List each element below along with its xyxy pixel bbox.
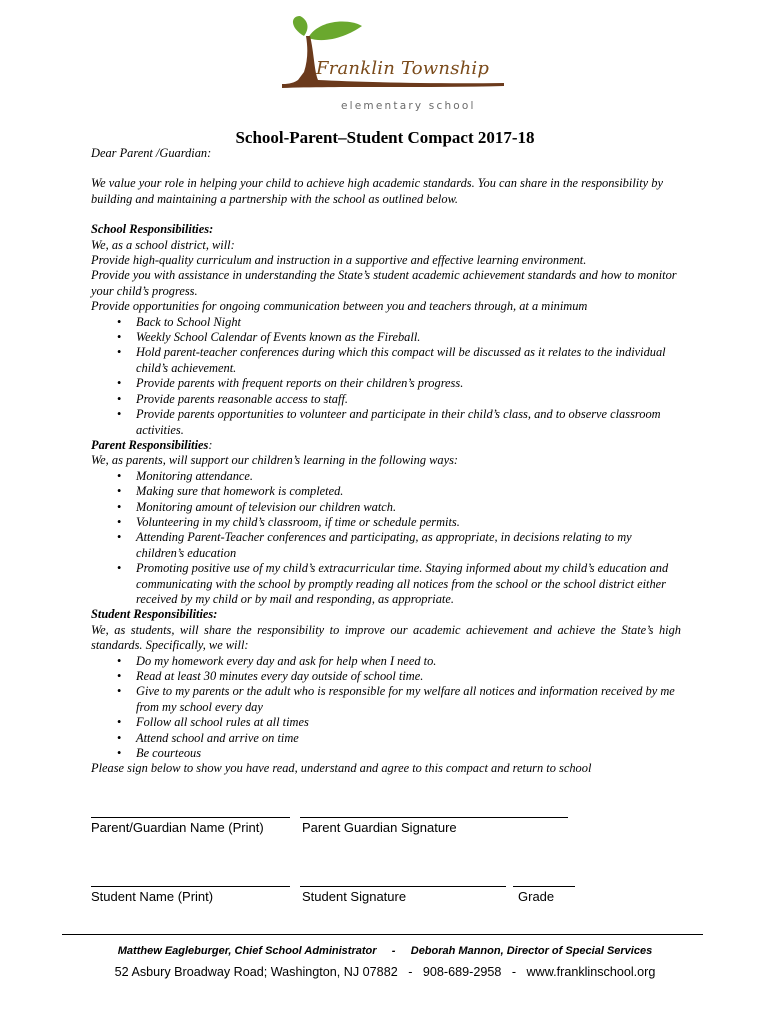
parent-heading: Parent Responsibilities [91, 437, 209, 452]
logo-name: Franklin Township [316, 58, 490, 79]
parent-heading-row [91, 438, 681, 453]
parent-bullet-list [91, 469, 681, 608]
footer-separator: - [391, 945, 396, 957]
list-item: • Provide parents with frequent reports on their children’s progress. [91, 376, 681, 391]
list-item: • Monitoring amount of television our children watch. [91, 500, 681, 515]
parent-signature-label: Parent Guardian Signature [302, 820, 457, 835]
compact-body [91, 146, 681, 777]
page-title: School-Parent–Student Compact 2017-18 [235, 128, 535, 147]
grade-line[interactable] [513, 886, 575, 887]
footer-divider [62, 934, 703, 935]
list-item: • Promoting positive use of my child’s extracurricular time. Staying informed about my child’s education and communicating with the school by promptly reading all notices from the school or the school district either received by my child or by mail and responding, as appropriate. [91, 561, 681, 607]
list-item: • Attend school and arrive on time [91, 731, 681, 746]
footer-director: Deborah Mannon, Director of Special Services [410, 945, 653, 957]
school-heading: School Responsibilities: [91, 222, 214, 237]
greeting: Dear Parent /Guardian: [91, 146, 212, 160]
student-bullet-list [91, 654, 681, 762]
list-item: • Hold parent-teacher conferences during which this compact will be discussed as it relates to the individual child’s achievement. [91, 345, 681, 376]
student-name-label: Student Name (Print) [91, 889, 214, 904]
footer-website[interactable]: www.franklinschool.org [526, 965, 656, 979]
footer-admin: Matthew Eagleburger, Chief School Administrator [117, 945, 377, 957]
school-bullet-list [91, 315, 681, 438]
list-item: • Back to School Night [91, 315, 681, 330]
student-signature-label: Student Signature [302, 889, 407, 904]
list-item: • Do my homework every day and ask for help when I need to. [91, 654, 681, 669]
list-item: • Monitoring attendance. [91, 469, 681, 484]
footer-address: 52 Asbury Broadway Road; Washington, NJ 07882 [114, 965, 398, 979]
list-item: • Weekly School Calendar of Events known as the Fireball. [91, 330, 681, 345]
list-item: • Provide parents reasonable access to staff. [91, 392, 681, 407]
footer-separator: - [511, 965, 517, 979]
student-signature-line[interactable] [300, 886, 506, 887]
grade-label: Grade [518, 889, 555, 904]
school-logo [278, 14, 510, 112]
list-item: • Read at least 30 minutes every day outside of school time. [91, 669, 681, 684]
list-item: • Follow all school rules at all times [91, 715, 681, 730]
list-item: • Making sure that homework is completed. [91, 484, 681, 499]
intro-paragraph: We value your role in helping your child to achieve high academic standards. You can share in the responsibility by building and maintaining a partnership with the school as outlined below. [91, 176, 663, 206]
footer-separator: - [408, 965, 413, 979]
list-item: • Attending Parent-Teacher conferences and participating, as appropriate, in decisions relating to my children’s education [91, 530, 681, 561]
school-line: Provide high-quality curriculum and instruction in a supportive and effective learning environment. [91, 253, 587, 268]
parent-name-line[interactable] [91, 817, 290, 818]
school-line: We, as a school district, will: [91, 237, 235, 252]
closing-instruction: Please sign below to show you have read, understand and agree to this compact and return to school [91, 761, 592, 776]
student-name-line[interactable] [91, 886, 290, 887]
school-line: Provide you with assistance in understanding the State’s student academic achievement standards and how to monitor your child’s progress. [91, 268, 677, 298]
school-line: Provide opportunities for ongoing communication between you and teachers through, at a minimum [91, 299, 588, 314]
parent-name-label: Parent/Guardian Name (Print) [91, 820, 264, 835]
footer-staff [0, 945, 770, 957]
parent-intro: We, as parents, will support our children’s learning in the following ways: [91, 453, 459, 468]
footer-contact [0, 965, 770, 979]
footer-phone: 908-689-2958 [422, 965, 502, 979]
parent-signature-line[interactable] [300, 817, 568, 818]
list-item: • Be courteous [91, 746, 681, 761]
student-intro: We, as students, will share the responsibility to improve our academic achievement and achieve the State’s high standards. Specifically, we will: [91, 622, 681, 653]
list-item: • Provide parents opportunities to volunteer and participate in their child’s class, and to observe classroom activities. [91, 407, 681, 438]
parent-heading-colon: : [208, 437, 213, 452]
list-item: • Give to my parents or the adult who is responsible for my welfare all notices and information received by me from my school every day [91, 684, 681, 715]
student-heading: Student Responsibilities: [91, 607, 218, 622]
list-item: • Volunteering in my child’s classroom, if time or schedule permits. [91, 515, 681, 530]
logo-subtitle: elementary school [341, 100, 476, 112]
